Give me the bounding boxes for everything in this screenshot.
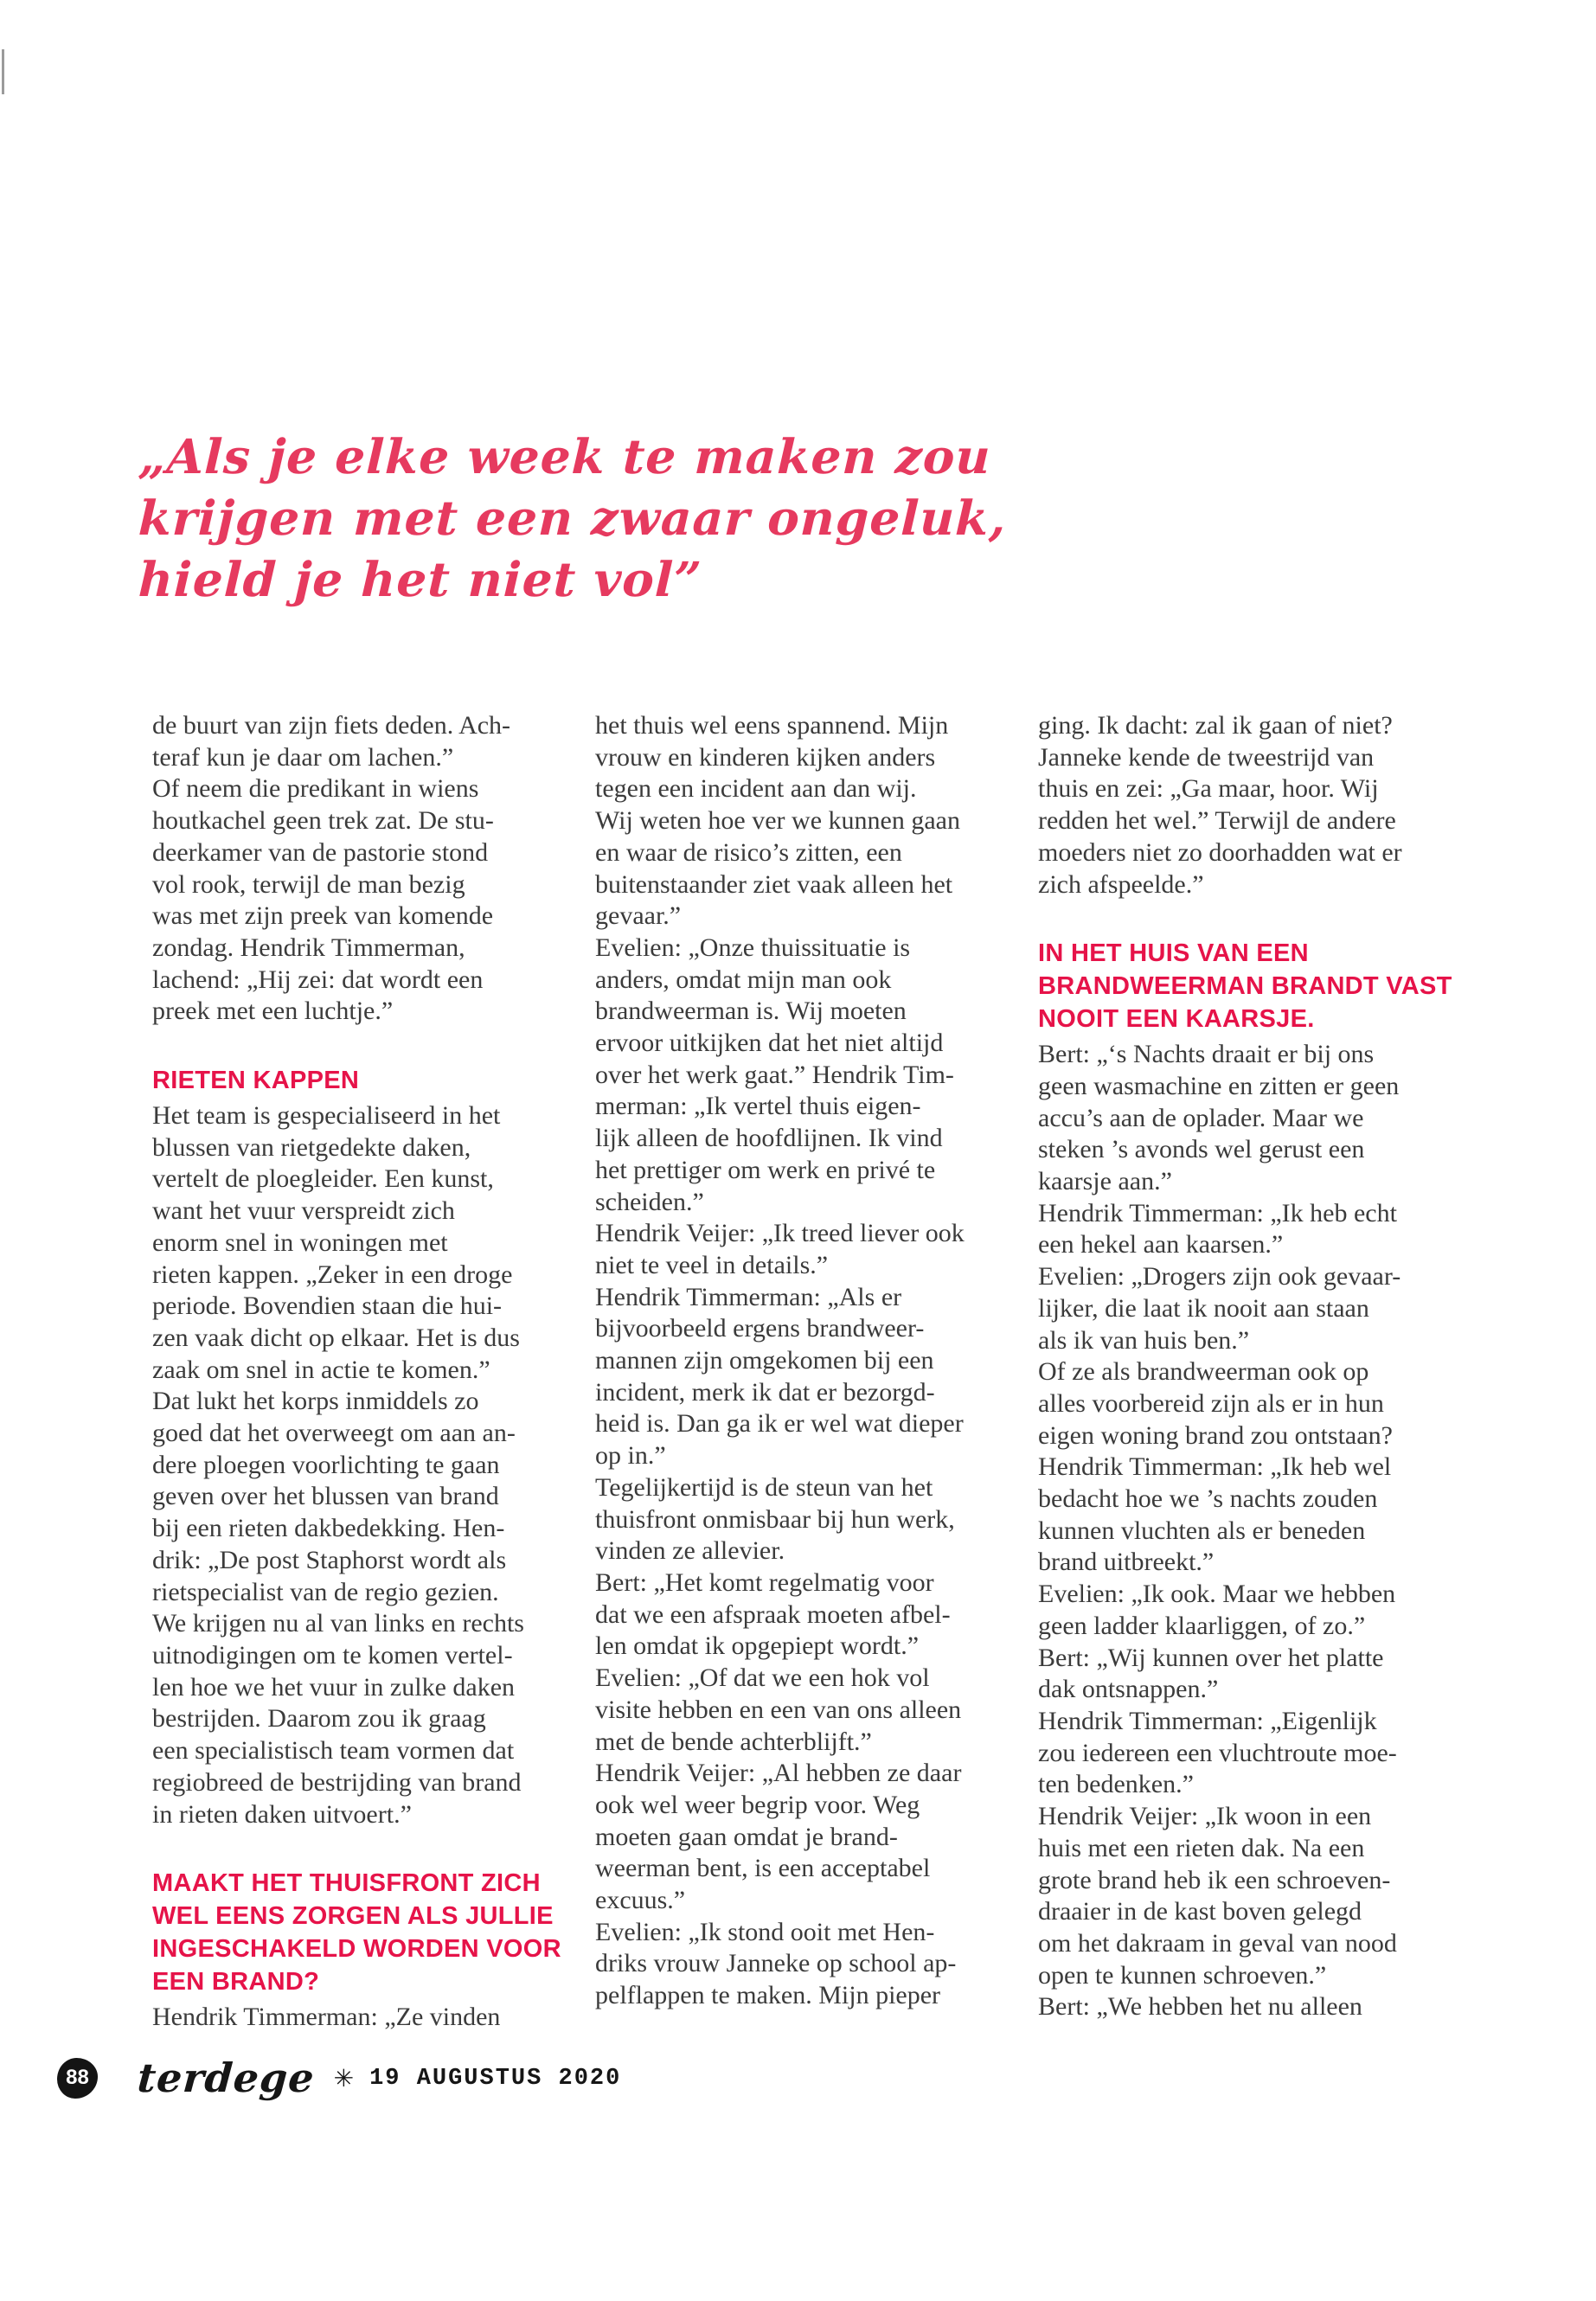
body-line: was met zijn preek van komende	[152, 901, 494, 931]
body-line: regiobreed de bestrijding van brand	[152, 1767, 522, 1797]
section-heading	[152, 1064, 562, 1097]
article-column-2	[595, 710, 1005, 2012]
body-line: blussen van rietgedekte daken,	[152, 1132, 471, 1162]
section-heading	[1038, 937, 1452, 1035]
body-line: steken ’s avonds wel gerust een	[1038, 1135, 1365, 1164]
body-line: Tegelijkertijd is de steun van het	[595, 1472, 933, 1502]
body-line: accu’s aan de oplader. Maar we	[1038, 1103, 1364, 1132]
body-line: en waar de risico’s zitten, een	[595, 837, 902, 867]
body-line: Of neem die predikant in wiens	[152, 774, 479, 804]
heading-line: MAAKT HET THUISFRONT ZICH	[152, 1869, 541, 1898]
body-line: open te kunnen schroeven.”	[1038, 1960, 1327, 1990]
body-line: moeten gaan omdat je brand-	[595, 1822, 898, 1851]
body-line: vinden ze allevier.	[595, 1536, 785, 1566]
body-line: een specialistisch team vormen dat	[152, 1736, 515, 1766]
body-line: zaak om snel in actie te komen.”	[152, 1355, 490, 1384]
body-line: ten bedenken.”	[1038, 1770, 1194, 1799]
body-line: ervoor uitkijken dat het niet altijd	[595, 1029, 944, 1058]
body-line: visite hebben en een van ons alleen	[595, 1695, 962, 1724]
body-line: teraf kun je daar om lachen.”	[152, 742, 454, 772]
article-column-3	[1038, 710, 1452, 2023]
body-line: deerkamer van de pastorie stond	[152, 837, 489, 867]
body-line: Bert: „‘s Nachts draait er bij ons	[1038, 1040, 1375, 1069]
body-line: zondag. Hendrik Timmerman,	[152, 933, 465, 962]
body-line: brand uitbreekt.”	[1038, 1548, 1215, 1577]
body-line: dat we een afspraak moeten afbel-	[595, 1599, 951, 1629]
body-line: Het team is gespecialiseerd in het	[152, 1101, 501, 1131]
body-line: lijker, die laat ik nooit aan staan	[1038, 1293, 1369, 1323]
body-line: excuus.”	[595, 1886, 686, 1915]
heading-line: INGESCHAKELD WORDEN VOOR	[152, 1935, 561, 1964]
body-line: vertelt de ploegleider. Een kunst,	[152, 1164, 494, 1194]
page-number-badge	[57, 2058, 98, 2099]
asterisk-icon: ✳	[333, 2063, 355, 2093]
body-line: Hendrik Timmerman: „Als er	[595, 1282, 902, 1311]
body-line: brandweerman is. Wij moeten	[595, 997, 907, 1026]
body-line: enorm snel in woningen met	[152, 1227, 448, 1257]
body-line: kaarsje aan.”	[1038, 1167, 1172, 1196]
body-line: vol rook, terwijl de man bezig	[152, 869, 465, 899]
body-line: Janneke kende de tweestrijd van	[1038, 742, 1375, 772]
body-line: uitnodigingen om te komen vertel-	[152, 1640, 513, 1670]
body-line: vrouw en kinderen kijken anders	[595, 742, 936, 772]
body-line: draaier in de kast boven gelegd	[1038, 1897, 1362, 1926]
body-line: preek met een luchtje.”	[152, 997, 394, 1026]
body-line: thuisfront onmisbaar bij hun werk,	[595, 1504, 955, 1534]
body-line: met de bende achterblijft.”	[595, 1727, 872, 1756]
body-paragraph	[1038, 1039, 1448, 2023]
body-line: kunnen vluchten als er beneden	[1038, 1516, 1366, 1545]
pull-quote	[137, 426, 1008, 610]
body-line: bij een rieten dakbedekking. Hen-	[152, 1514, 505, 1543]
body-line: Evelien: „Drogers zijn ook gevaar-	[1038, 1262, 1401, 1292]
body-line: bijvoorbeeld ergens brandweer-	[595, 1314, 925, 1343]
body-line: Wij weten hoe ver we kunnen gaan	[595, 806, 960, 836]
body-line: een hekel aan kaarsen.”	[1038, 1230, 1284, 1259]
body-line: thuis en zei: „Ga maar, hoor. Wij	[1038, 774, 1379, 804]
issue-date: 19 AUGUSTUS 2020	[369, 2066, 622, 2092]
body-line: driks vrouw Janneke op school ap-	[595, 1949, 957, 1978]
body-line: Evelien: „Of dat we een hok vol	[595, 1663, 930, 1693]
body-line: rieten kappen. „Zeker in een droge	[152, 1259, 513, 1289]
page-number: 88	[66, 2066, 89, 2089]
body-line: geen ladder klaarliggen, of zo.”	[1038, 1611, 1366, 1640]
body-line: zou iedereen een vluchtroute moe-	[1038, 1738, 1397, 1767]
body-line: Hendrik Timmerman: „Eigenlijk	[1038, 1706, 1377, 1735]
body-line: anders, omdat mijn man ook	[595, 965, 892, 994]
body-line: eigen woning brand zou ontstaan?	[1038, 1420, 1393, 1450]
body-line: periode. Bovendien staan die hui-	[152, 1292, 503, 1321]
body-paragraph	[152, 1100, 562, 1830]
body-line: Hendrik Timmerman: „Ze vinden	[152, 2003, 501, 2032]
body-paragraph	[152, 2002, 562, 2034]
body-line: dak ontsnappen.”	[1038, 1675, 1219, 1704]
body-line: weerman bent, is een acceptabel	[595, 1854, 931, 1883]
body-line: Of ze als brandweerman ook op	[1038, 1357, 1369, 1387]
body-line: len omdat ik opgepiept wordt.”	[595, 1631, 920, 1661]
body-line: geen wasmachine en zitten er geen	[1038, 1071, 1400, 1100]
crop-mark	[2, 49, 4, 94]
body-line: geven over het blussen van brand	[152, 1482, 499, 1511]
body-paragraph	[595, 710, 1005, 2012]
body-line: buitenstaander ziet vaak alleen het	[595, 869, 953, 899]
body-paragraph	[1038, 710, 1448, 901]
body-line: We krijgen nu al van links en rechts	[152, 1609, 524, 1638]
body-line: len hoe we het vuur in zulke daken	[152, 1672, 516, 1702]
heading-line: IN HET HUIS VAN EEN	[1038, 939, 1309, 968]
body-line: lijk alleen de hoofdlijnen. Ik vind	[595, 1124, 943, 1153]
magazine-logo: terdege	[136, 2054, 317, 2101]
heading-line: BRANDWEERMAN BRANDT VAST	[1038, 972, 1452, 1001]
body-line: Bert: „Wij kunnen over het platte	[1038, 1643, 1384, 1672]
body-line: mannen zijn omgekomen bij een	[595, 1346, 934, 1375]
section-heading	[152, 1867, 562, 1998]
body-line: als ik van huis ben.”	[1038, 1325, 1250, 1355]
body-line: goed dat het overweegt om aan an-	[152, 1419, 516, 1448]
body-line: Hendrik Veijer: „Al hebben ze daar	[595, 1759, 962, 1788]
body-line: niet te veel in details.”	[595, 1250, 829, 1279]
body-line: redden het wel.” Terwijl de andere	[1038, 806, 1396, 836]
body-line: Hendrik Veijer: „Ik treed liever ook	[595, 1219, 965, 1248]
heading-line: WEL EENS ZORGEN ALS JULLIE	[152, 1902, 554, 1931]
body-line: huis met een rieten dak. Na een	[1038, 1833, 1365, 1862]
article-column-1	[152, 710, 562, 2034]
pull-quote-line: hield je het niet vol”	[137, 551, 703, 607]
body-line: Bert: „Het komt regelmatig voor	[595, 1567, 934, 1597]
body-line: moeders niet zo doorhadden wat er	[1038, 837, 1402, 867]
body-line: incident, merk ik dat er bezorgd-	[595, 1377, 935, 1407]
body-line: rietspecialist van de regio gezien.	[152, 1577, 499, 1606]
page-footer	[57, 2055, 621, 2100]
body-line: het thuis wel eens spannend. Mijn	[595, 711, 949, 740]
heading-line: EEN BRAND?	[152, 1968, 320, 1997]
body-line: ook wel weer begrip voor. Weg	[595, 1790, 920, 1819]
body-line: lachend: „Hij zei: dat wordt een	[152, 965, 484, 994]
body-line: bedacht hoe we ’s nachts zouden	[1038, 1484, 1378, 1514]
body-line: de buurt van zijn fiets deden. Ach-	[152, 711, 511, 740]
heading-line: RIETEN KAPPEN	[152, 1067, 360, 1095]
body-line: Bert: „We hebben het nu alleen	[1038, 1992, 1362, 2022]
body-line: Hendrik Timmerman: „Ik heb wel	[1038, 1452, 1392, 1482]
body-line: pelflappen te maken. Mijn pieper	[595, 1981, 941, 2010]
body-line: op in.”	[595, 1441, 666, 1471]
body-line: over het werk gaat.” Hendrik Tim-	[595, 1060, 954, 1089]
body-line: ging. Ik dacht: zal ik gaan of niet?	[1038, 711, 1393, 740]
body-line: scheiden.”	[595, 1187, 704, 1216]
pull-quote-line: krijgen met een zwaar ongeluk,	[137, 490, 1008, 546]
body-line: grote brand heb ik een schroeven-	[1038, 1865, 1391, 1894]
body-line: gevaar.”	[595, 901, 682, 931]
body-line: heid is. Dan ga ik er wel wat dieper	[595, 1409, 964, 1439]
body-line: dere ploegen voorlichting te gaan	[152, 1450, 500, 1479]
body-line: houtkachel geen trek zat. De stu-	[152, 806, 494, 836]
body-line: Dat lukt het korps inmiddels zo	[152, 1387, 479, 1416]
body-line: tegen een incident aan dan wij.	[595, 774, 917, 804]
pull-quote-line: „Als je elke week te maken zou	[137, 428, 992, 484]
body-line: in rieten daken uitvoert.”	[152, 1799, 412, 1829]
body-paragraph	[152, 710, 562, 1028]
body-line: Hendrik Timmerman: „Ik heb echt	[1038, 1198, 1397, 1227]
body-line: Evelien: „Onze thuissituatie is	[595, 933, 911, 962]
body-line: zen vaak dicht op elkaar. Het is dus	[152, 1323, 520, 1352]
body-line: drik: „De post Staphorst wordt als	[152, 1545, 507, 1574]
body-line: Evelien: „Ik ook. Maar we hebben	[1038, 1580, 1396, 1609]
body-line: het prettiger om werk en privé te	[595, 1155, 936, 1184]
body-line: want het vuur verspreidt zich	[152, 1196, 455, 1226]
body-line: alles voorbereid zijn als er in hun	[1038, 1388, 1384, 1418]
heading-line: NOOIT EEN KAARSJE.	[1038, 1005, 1315, 1034]
body-line: Hendrik Veijer: „Ik woon in een	[1038, 1802, 1372, 1831]
body-line: zich afspeelde.”	[1038, 869, 1204, 899]
body-line: bestrijden. Daarom zou ik graag	[152, 1704, 486, 1734]
body-line: om het dakraam in geval van nood	[1038, 1928, 1397, 1958]
body-line: Evelien: „Ik stond ooit met Hen-	[595, 1917, 935, 1946]
body-line: merman: „Ik vertel thuis eigen-	[595, 1092, 921, 1121]
